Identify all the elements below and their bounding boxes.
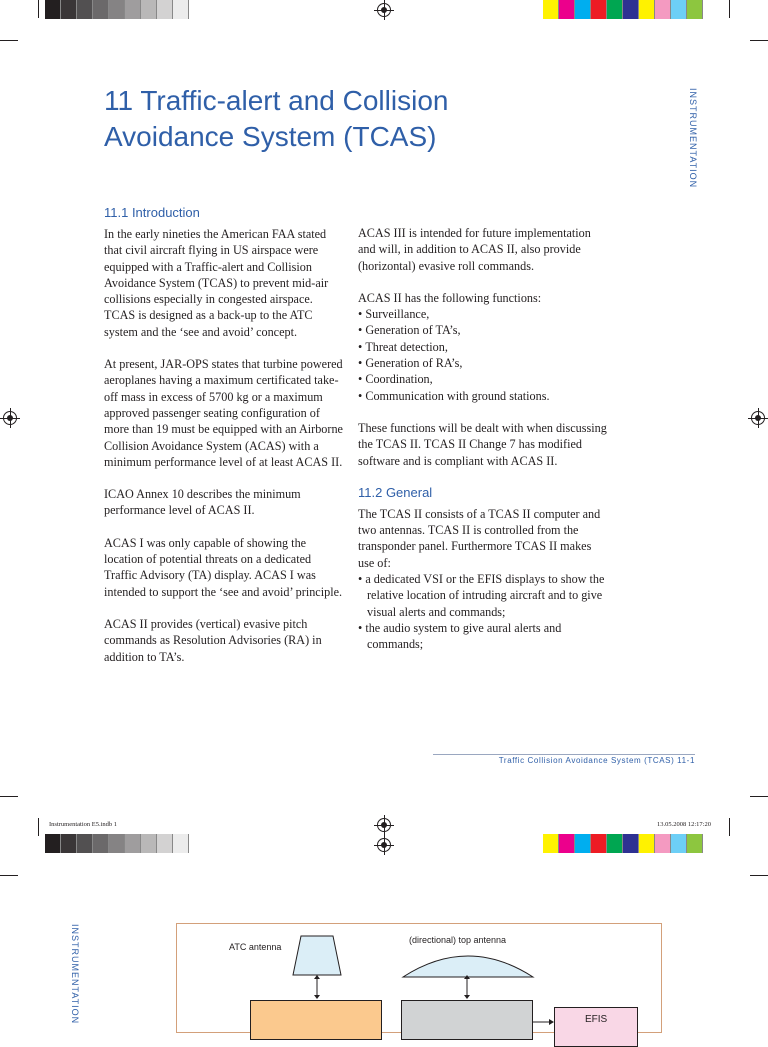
column-right (358, 225, 608, 669)
gray-swatch (93, 834, 109, 853)
color-swatch (575, 0, 591, 19)
paragraph: These functions will be dealt with when discussing the TCAS II. TCAS II Change 7 has modified software and is compliant with ACAS II. (358, 420, 607, 468)
list-item: • Threat detection, (358, 339, 608, 355)
chapter-title (104, 83, 584, 155)
arrow-to-efis (533, 1018, 555, 1026)
color-swatch (559, 0, 575, 19)
paragraph: ACAS III is intended for future implementation and will, in addition to ACAS II, also provide (horizontal) evasive roll commands. (358, 226, 591, 273)
gray-swatch (157, 0, 173, 19)
gray-swatch (125, 0, 141, 19)
trim-mark (750, 40, 768, 41)
trim-mark (750, 796, 768, 797)
list-item: • Generation of TA’s, (358, 322, 608, 338)
color-swatch (559, 834, 575, 853)
chapter-title-line2: Avoidance System (TCAS) (104, 121, 437, 152)
color-swatch (543, 0, 559, 19)
list-item: • Generation of RA’s, (358, 355, 608, 371)
gray-swatch (125, 834, 141, 853)
components-list (358, 571, 608, 652)
connector-line (463, 975, 471, 999)
page-footer: Traffic Collision Avoidance System (TCAS) 11-1 (498, 756, 695, 765)
list-item: • the audio system to give aural alerts and commands; (358, 620, 608, 653)
paragraph: ACAS II provides (vertical) evasive pitch commands as Resolution Advisories (RA) in addition to TA’s. (104, 616, 322, 664)
color-swatch (639, 834, 655, 853)
atc-antenna-label: ATC antenna (229, 942, 282, 952)
color-swatch (543, 834, 559, 853)
section-heading-general: 11.2 General (358, 484, 433, 500)
slug-date: 13.05.2008 12:17:20 (657, 821, 711, 828)
tcas-diagram (176, 923, 662, 1033)
section-heading-introduction: 11.1 Introduction (104, 205, 200, 220)
gray-swatch (77, 834, 93, 853)
trim-mark (750, 875, 768, 876)
color-swatch (607, 0, 623, 19)
atc-antenna-icon (291, 935, 343, 977)
footer-rule (433, 754, 695, 755)
color-swatch (591, 834, 607, 853)
paragraph: The TCAS II consists of a TCAS II computer and two antennas. TCAS II is controlled from the transponder panel. Furthermore TCAS II makes use of: (358, 506, 601, 570)
color-bar (543, 834, 703, 853)
gray-swatch (77, 0, 93, 19)
color-swatch (671, 834, 687, 853)
list-item: • Surveillance, (358, 306, 608, 322)
slug-filename: Instrumentation E5.indb 1 (49, 821, 118, 828)
transponder-box (250, 1000, 382, 1040)
gray-swatch (93, 0, 109, 19)
registration-mark-icon (751, 411, 765, 425)
grayscale-bar (45, 834, 189, 853)
color-swatch (671, 0, 687, 19)
color-swatch (591, 0, 607, 19)
gray-swatch (109, 0, 125, 19)
paragraph: ACAS II has the following functions: (358, 290, 542, 305)
connector-line (313, 975, 321, 999)
trim-mark (38, 0, 39, 18)
color-swatch (655, 0, 671, 19)
column-left (104, 205, 344, 681)
trim-mark (729, 0, 730, 18)
gray-swatch (61, 0, 77, 19)
list-item: • Communication with ground stations. (358, 388, 608, 404)
trim-mark (38, 818, 39, 836)
efis-box (554, 1007, 638, 1047)
color-bar (543, 0, 703, 19)
list-item: • Coordination, (358, 371, 608, 387)
gray-swatch (141, 834, 157, 853)
registration-mark-icon (377, 838, 391, 852)
gray-swatch (45, 0, 61, 19)
efis-label: EFIS (585, 1014, 608, 1025)
functions-list (358, 306, 608, 404)
chapter-title-line1: 11 Traffic-alert and Collision (104, 85, 449, 116)
side-label: INSTRUMENTATION (70, 924, 80, 1025)
gray-swatch (109, 834, 125, 853)
paragraph: In the early nineties the American FAA stated that civil aircraft flying in US airspace were equipped with a Traffic-alert and Collision Avoidance System (TCAS) to prevent mid-air collisions especially in congested airspace. TCAS is designed as a back-up to the ATC system and the ‘see and avoid’ concept. (104, 227, 329, 339)
paragraph: ACAS I was only capable of showing the location of potential threats on a dedicated Traffic Advisory (TA) display. ACAS I was intended to support the ‘see and avoid’ principle. (104, 535, 343, 599)
paragraph: ICAO Annex 10 describes the minimum performance level of ACAS II. (104, 487, 301, 518)
trim-mark (0, 40, 18, 41)
color-swatch (687, 0, 703, 19)
gray-swatch (61, 834, 77, 853)
registration-mark-icon (377, 3, 391, 17)
paragraph: At present, JAR-OPS states that turbine powered aeroplanes having a maximum certificated take-off mass in excess of 5700 kg or a maximum approved passenger seating configuration of more than 19 must be equipped with an Airborne Collision Avoidance System (ACAS) with a minimum performance level of at least ACAS II. (104, 357, 343, 469)
trim-mark (729, 818, 730, 836)
gray-swatch (141, 0, 157, 19)
gray-swatch (45, 834, 61, 853)
color-swatch (607, 834, 623, 853)
gray-swatch (173, 834, 189, 853)
color-swatch (687, 834, 703, 853)
color-swatch (575, 834, 591, 853)
trim-mark (0, 796, 18, 797)
grayscale-bar (45, 0, 189, 19)
color-swatch (655, 834, 671, 853)
color-swatch (623, 0, 639, 19)
gray-swatch (157, 834, 173, 853)
color-swatch (623, 834, 639, 853)
trim-mark (0, 875, 18, 876)
tcas-computer-box (401, 1000, 533, 1040)
gray-swatch (173, 0, 189, 19)
registration-mark-icon (3, 411, 17, 425)
top-antenna-label: (directional) top antenna (409, 935, 507, 945)
list-item: • a dedicated VSI or the EFIS displays to show the relative location of intruding aircraft and to give visual alerts and commands; (358, 571, 608, 620)
color-swatch (639, 0, 655, 19)
side-label: INSTRUMENTATION (688, 88, 698, 189)
registration-mark-icon (377, 818, 391, 832)
